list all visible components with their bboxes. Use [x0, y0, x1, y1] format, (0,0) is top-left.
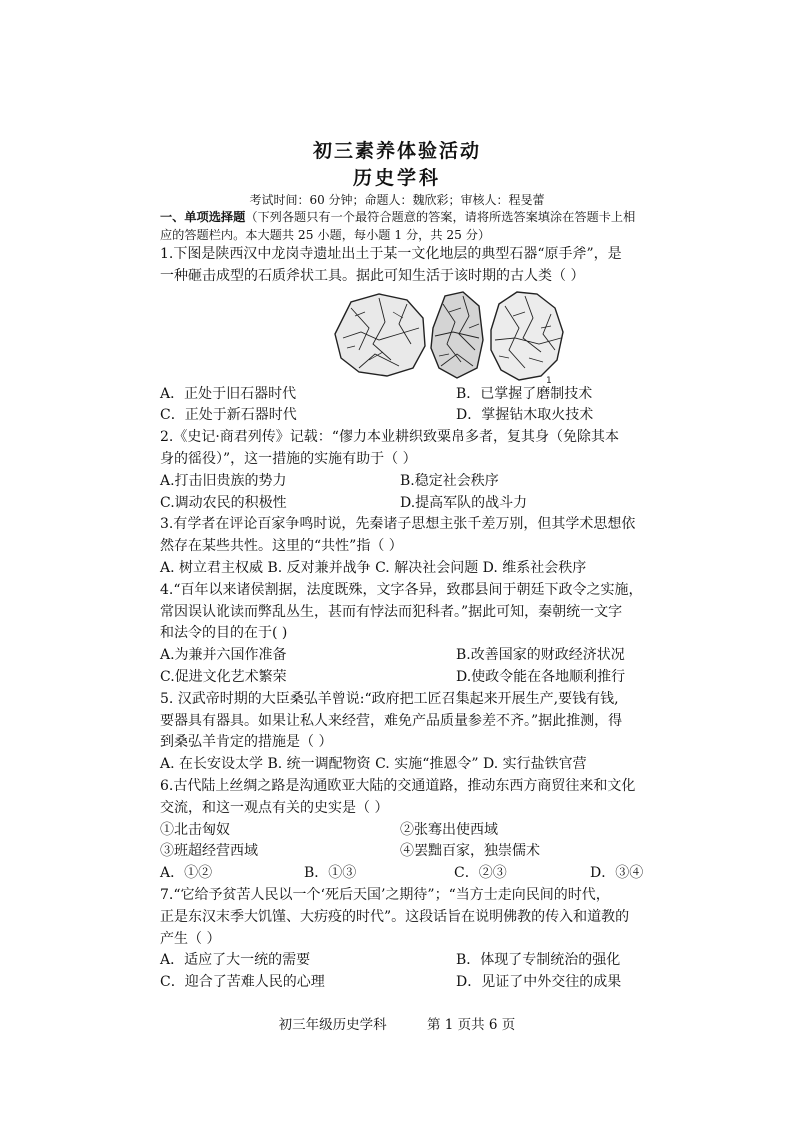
page-footer	[0, 1013, 794, 1033]
q2-options-row2	[160, 493, 738, 515]
q7-option-b[interactable]: B．体现了专制统治的强化	[456, 952, 621, 969]
q2-stem-line1: 2.《史记·商君列传》记载：“僇力本业耕织致粟帛多者，复其身（免除其本	[160, 429, 619, 446]
section-instructions	[160, 208, 738, 226]
hand-axe-illustration	[329, 288, 569, 384]
exam-title: 初三素养体验活动	[312, 140, 481, 162]
q7-stem-line1: 7.“它给予贫苦人民以一个‘死后天国’之期待”；“当方士走向民间的时代，	[160, 886, 610, 903]
footer-page-number: 第 1 页共 6 页	[426, 1017, 516, 1033]
q2-option-c[interactable]: C.调动农民的积极性	[160, 494, 287, 511]
q1-options-row1	[160, 384, 738, 406]
q4-stem-line1: 4.“百年以来诸侯割据，法度既殊，文字各异，致郡县间于朝廷下政令之实施，	[160, 581, 643, 598]
hand-axe-left-view	[335, 294, 425, 376]
q4-option-b[interactable]: B.改善国家的财政经济状况	[456, 647, 625, 664]
q6-statement-4: ④罢黜百家，独崇儒术	[400, 843, 540, 860]
q6-statements-row1	[160, 820, 738, 842]
q2-stem-line2: 身的徭役）”，这一措施的实施有助于（ ）	[160, 450, 417, 467]
q6-stem-line2: 交流，和这一观点有关的史实是（ ）	[160, 799, 389, 816]
subject-title: 历史学科	[352, 167, 441, 189]
stone-tool-figure	[160, 288, 738, 384]
q4-stem-line3: 和法令的目的在于( )	[160, 625, 288, 642]
q6-options	[160, 863, 738, 885]
question-list	[160, 208, 738, 994]
q1-options-row2	[160, 405, 738, 427]
q4-option-c[interactable]: C.促进文化艺术繁荣	[160, 668, 287, 685]
q1-option-a[interactable]: A．正处于旧石器时代	[160, 385, 297, 402]
section-note-line2: 应的答题栏内。本大题共 25 小题，每小题 1 分，共 25 分）	[160, 228, 491, 242]
q4-option-d[interactable]: D.使政令能在各地顺利推行	[456, 668, 626, 685]
q4-options-row1	[160, 645, 738, 667]
q4-option-a[interactable]: A.为兼并六国作准备	[160, 647, 287, 664]
q1-option-b[interactable]: B．已掌握了磨制技术	[456, 385, 593, 402]
q3-options[interactable]: A. 树立君主权威 B. 反对兼并战争 C. 解决社会问题 D. 维系社会秩序	[160, 559, 587, 576]
exam-meta: 考试时间：60 分钟；命题人：魏欣彩；审核人：程旻蕾	[249, 193, 545, 207]
q1-stem-line2: 一种砸击成型的石质斧状工具。据此可知生活于该时期的古人类（ ）	[160, 267, 585, 284]
q2-option-a[interactable]: A.打击旧贵族的势力	[160, 472, 287, 489]
q5-stem-line2: 要器具有器具。如果让私人来经营，难免产品质量参差不齐。”据此推测，得	[160, 712, 623, 729]
q7-option-c[interactable]: C．迎合了苦难人民的心理	[160, 974, 325, 991]
q7-stem-line3: 产生（ ）	[160, 930, 221, 947]
q6-statement-2: ②张骞出使西域	[400, 821, 498, 838]
q1-option-c[interactable]: C．正处于新石器时代	[160, 407, 297, 424]
footer-subject: 初三年级历史学科	[278, 1017, 387, 1033]
q7-option-d[interactable]: D．见证了中外交往的成果	[456, 974, 622, 991]
q3-stem-line2: 然存在某些共性。这里的“共性”指（ ）	[160, 538, 403, 555]
q6-option-d[interactable]: D．③④	[590, 865, 644, 882]
q6-option-c[interactable]: C．②③	[454, 865, 507, 882]
q5-stem-line1: 5. 汉武帝时期的大臣桑弘羊曾说:“政府把工匠召集起来开展生产,要钱有钱,	[160, 690, 619, 707]
q2-option-d[interactable]: D.提高军队的战斗力	[400, 494, 528, 511]
section-note-line1: （下列各题只有一个最符合题意的答案，请将所选答案填涂在答题卡上相	[245, 210, 636, 224]
hand-axe-side-view	[431, 292, 483, 378]
q2-options-row1	[160, 471, 738, 493]
q7-options-row1	[160, 950, 738, 972]
q4-stem-line2: 常因误认讹读而弊乱丛生，甚而有悖法而犯科者。”据此可知，秦朝统一文字	[160, 603, 623, 620]
q6-option-b[interactable]: B．①③	[304, 865, 357, 882]
q6-statements-row2	[160, 841, 738, 863]
q6-option-a[interactable]: A．①②	[160, 865, 213, 882]
q3-stem-line1: 3.有学者在评论百家争鸣时说，先秦诸子思想主张千差万别，但其学术思想依	[160, 516, 636, 533]
q6-statement-1: ①北击匈奴	[160, 821, 230, 838]
figure-scale-mark: 1	[546, 375, 552, 384]
q2-option-b[interactable]: B.稳定社会秩序	[400, 472, 499, 489]
q5-options[interactable]: A. 在长安设太学 B. 统一调配物资 C. 实施“推恩令” D. 实行盐铁官营	[160, 756, 587, 773]
q1-stem-line1: 1.下图是陕西汉中龙岗寺遗址出土于某一文化地层的典型石器“原手斧”，是	[160, 246, 622, 262]
q6-statement-3: ③班超经营西域	[160, 843, 258, 860]
q7-option-a[interactable]: A．适应了大一统的需要	[160, 952, 311, 969]
q6-stem-line1: 6.古代陆上丝绸之路是沟通欧亚大陆的交通道路，推动东西方商贸往来和文化	[160, 777, 636, 794]
q5-stem-line3: 到桑弘羊肯定的措施是（ ）	[160, 734, 333, 751]
q4-options-row2	[160, 667, 738, 689]
q7-options-row2	[160, 972, 738, 994]
hand-axe-back-view	[491, 292, 563, 380]
q7-stem-line2: 正是东汉末季大饥馑、大疠疫的时代”。这段话旨在说明佛教的传入和道教的	[160, 908, 630, 925]
q1-option-d[interactable]: D．掌握钻木取火技术	[456, 407, 594, 424]
section-heading: 一、单项选择题	[160, 210, 246, 224]
